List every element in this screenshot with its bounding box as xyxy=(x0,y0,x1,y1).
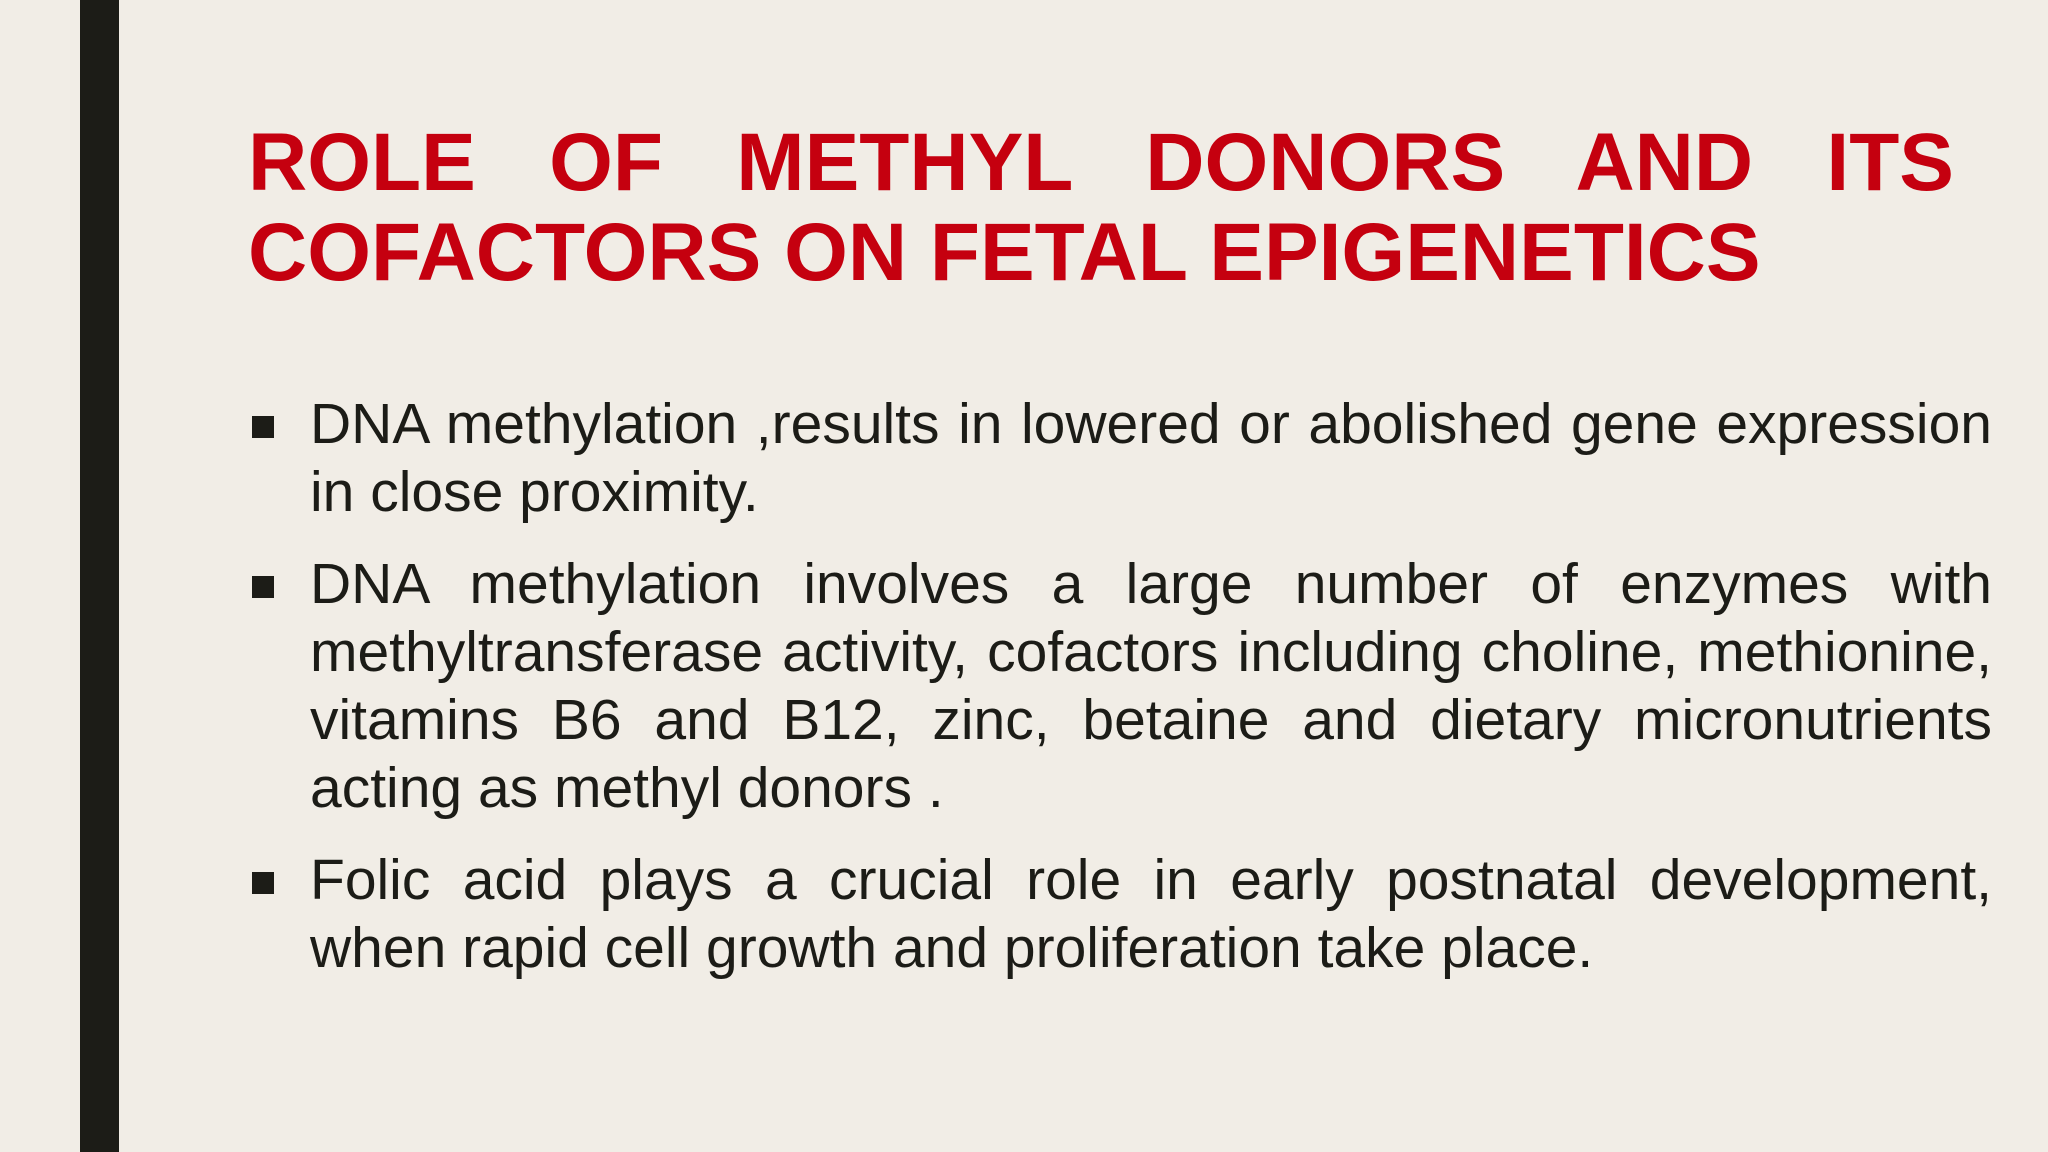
bullet-list xyxy=(248,390,1992,1006)
square-bullet-icon xyxy=(252,872,274,894)
bullet-text: DNA methylation ,results in lowered or abolished gene expression in close proximity. xyxy=(310,392,1992,524)
bullet-item xyxy=(248,390,1992,526)
slide-title: ROLE OF METHYL DONORS AND ITS COFACTORS ON FETAL EPIGENETICS xyxy=(248,117,1954,298)
slide-side-bar xyxy=(80,0,119,1152)
bullet-item xyxy=(248,846,1992,982)
bullet-text: Folic acid plays a crucial role in early postnatal development, when rapid cell growth and proliferation take place. xyxy=(310,848,1992,980)
square-bullet-icon xyxy=(252,416,274,438)
bullet-text: DNA methylation involves a large number of enzymes with methyltransferase activity, cofactors including choline, methionine, vitamins B6 and B12, zinc, betaine and dietary micronutrients acting as methyl donors . xyxy=(310,552,1992,820)
bullet-item xyxy=(248,550,1992,822)
square-bullet-icon xyxy=(252,576,274,598)
